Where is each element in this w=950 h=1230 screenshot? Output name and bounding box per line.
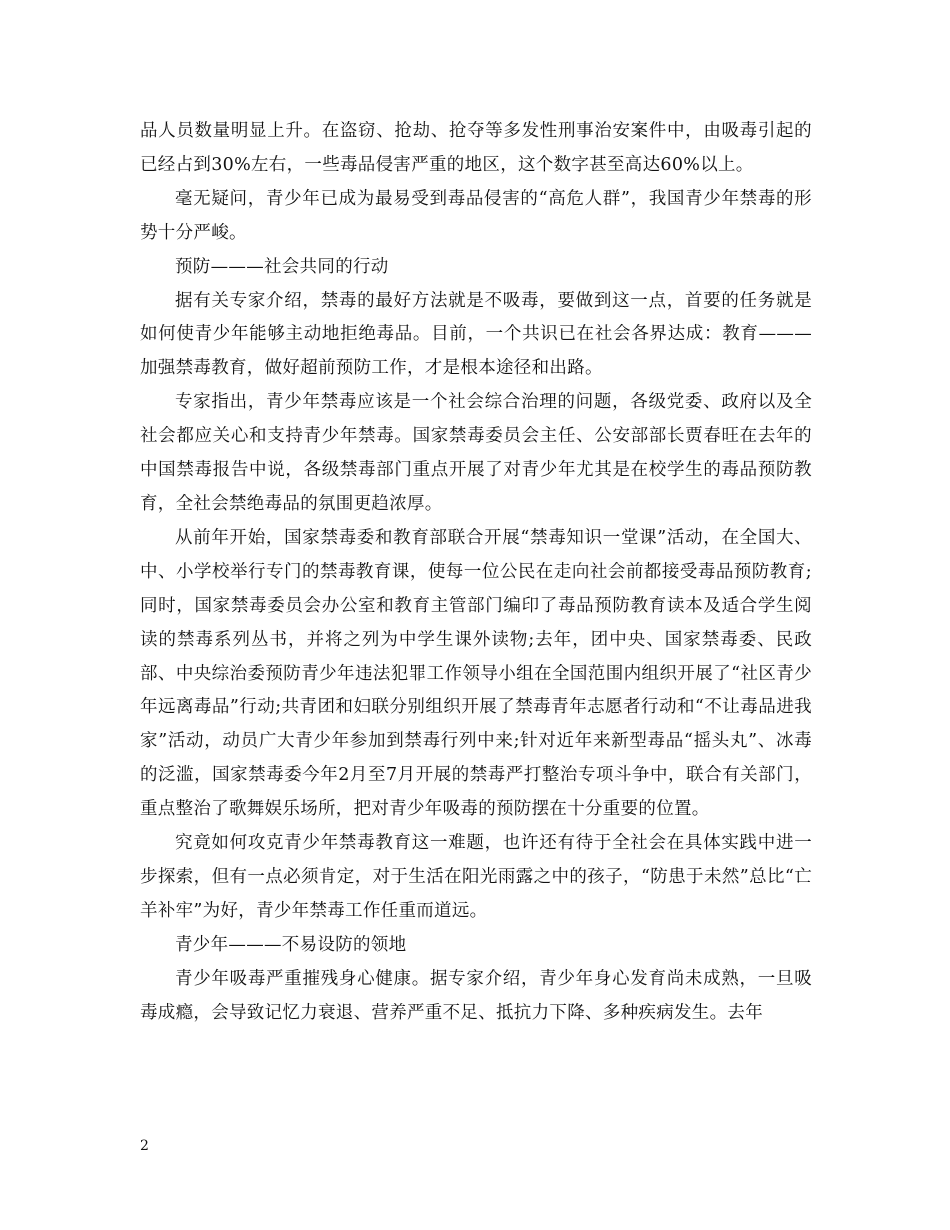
paragraph: 据有关专家介绍，禁毒的最好方法就是不吸毒，要做到这一点，首要的任务就是如何使青少年能够主动地拒绝毒品。目前，一个共识已在社会各界达成：教育———加强禁毒教育，做好超前预防工作，才是根本途径和出路。 bbox=[140, 290, 812, 379]
paragraph-continued: 品人员数量明显上升。在盗窃、抢劫、抢夺等多发性刑事治安案件中，由吸毒引起的已经占到30%左右，一些毒品侵害严重的地区，这个数字甚至高达60%以上。 bbox=[140, 121, 812, 175]
paragraph: 从前年开始，国家禁毒委和教育部联合开展“禁毒知识一堂课”活动，在全国大、中、小学校举行专门的禁毒教育课，使每一位公民在走向社会前都接受毒品预防教育;同时，国家禁毒委员会办公室和教育主管部门编印了毒品预防教育读本及适合学生阅读的禁毒系列丛书，并将之列为中学生课外读物;去年，团中央、国家禁毒委、民政部、中央综治委预防青少年违法犯罪工作领导小组在全国范围内组织开展了“社区青少年远离毒品”行动;共青团和妇联分别组织开展了禁毒青年志愿者行动和“不让毒品进我家”活动，动员广大青少年参加到禁毒行列中来;针对近年来新型毒品“摇头丸”、冰毒的泛滥，国家禁毒委今年2月至7月开展的禁毒严打整治专项斗争中，联合有关部门，重点整治了歌舞娱乐场所，把对青少年吸毒的预防摆在十分重要的位置。 bbox=[140, 527, 812, 820]
section-heading: 预防———社会共同的行动 bbox=[175, 256, 389, 277]
section-heading: 青少年———不易设防的领地 bbox=[175, 934, 407, 955]
page-number: 2 bbox=[140, 1138, 149, 1154]
paragraph: 究竟如何攻克青少年禁毒教育这一难题，也许还有待于全社会在具体实践中进一步探索，但有一点必须肯定，对于生活在阳光雨露之中的孩子，“防患于未然”总比“亡羊补牢”为好，青少年禁毒工作任重而道远。 bbox=[140, 833, 812, 921]
body-text bbox=[140, 115, 812, 1030]
paragraph: 毫无疑问，青少年已成为最易受到毒品侵害的“高危人群”，我国青少年禁毒的形势十分严峻。 bbox=[140, 188, 812, 243]
paragraph: 青少年吸毒严重摧残身心健康。据专家介绍，青少年身心发育尚未成熟，一旦吸毒成瘾，会导致记忆力衰退、营养严重不足、抵抗力下降、多种疾病发生。去年 bbox=[140, 968, 812, 1023]
paragraph: 专家指出，青少年禁毒应该是一个社会综合治理的问题，各级党委、政府以及全社会都应关心和支持青少年禁毒。国家禁毒委员会主任、公安部部长贾春旺在去年的中国禁毒报告中说，各级禁毒部门重点开展了对青少年尤其是在校学生的毒品预防教育，全社会禁绝毒品的氛围更趋浓厚。 bbox=[140, 392, 812, 514]
